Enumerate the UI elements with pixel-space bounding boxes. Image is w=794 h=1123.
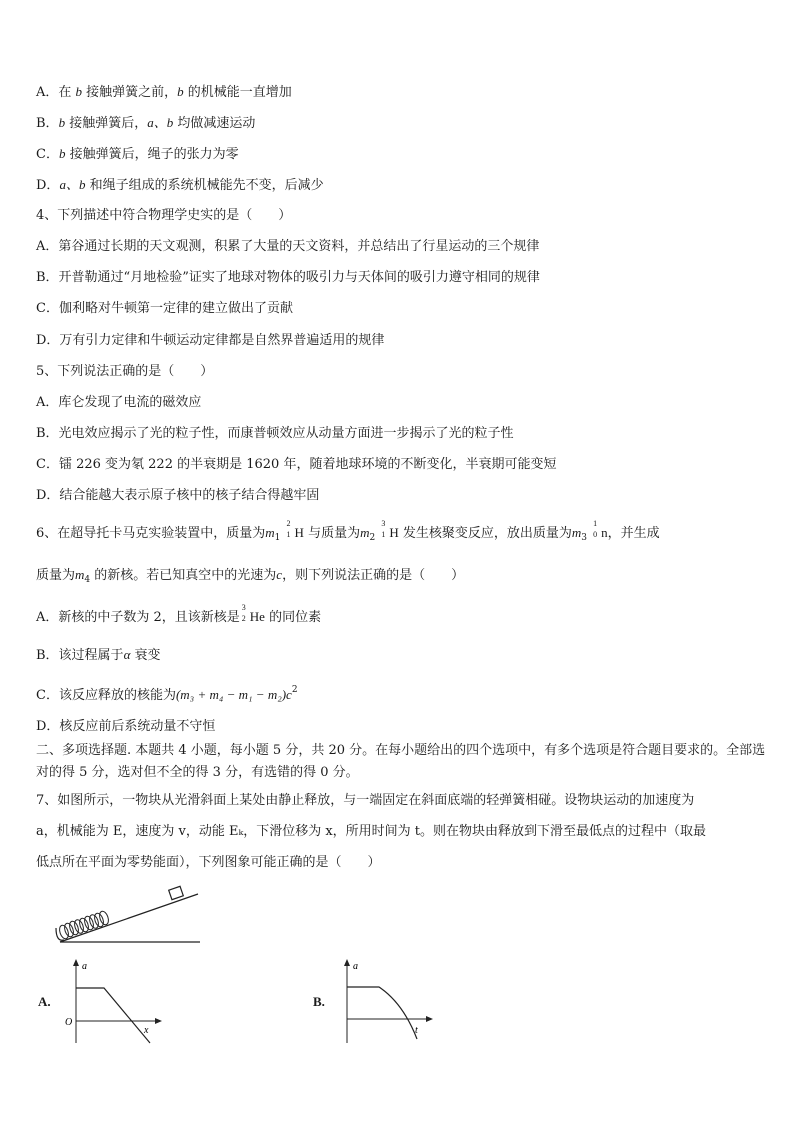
q6-stem-line1: 6、在超导托卡马克实验装置中，质量为$m_1$ 2 1 H 与质量为$m_2$ 3 1 H 发生核聚变反应，放出质量为$m_3$ 1 0 n，并生成: [36, 519, 660, 543]
q3-option-b: B．b 接触弹簧后，a、b 均做减速运动: [36, 115, 256, 131]
graph-b-label: B.: [313, 994, 325, 1009]
q5-option-d: D．结合能越大表示原子核中的核子结合得越牢固: [36, 488, 320, 503]
section2-instructions: 二、多项选择题. 本题共 4 小题，每小题 5 分，共 20 分。在每小题给出的四个选项中，有多个选项是符合题目要求的。全部选对的得 5 分，选对但不全的得 3 分，有选错的得 0 分。: [36, 743, 766, 780]
q5-option-a: A．库仑发现了电流的磁效应: [36, 395, 202, 410]
incline-spring-figure: [50, 880, 220, 950]
q6-option-d: D．核反应前后系统动量不守恒: [36, 719, 216, 734]
q7-stem-line2: a，机械能为 E，速度为 v，动能 Eₖ，下滑位移为 x，所用时间为 t。则在物块由释放到下滑至最低点的过程中（取最: [36, 824, 707, 839]
q5-option-c: C．镭 226 变为氡 222 的半衰期是 1620 年，随着地球环境的不断变化，半衰期可能变短: [36, 457, 557, 472]
helium-nuclide: 3 2 He: [241, 603, 265, 624]
q3-option-c: C．b 接触弹簧后，绳子的张力为零: [36, 146, 239, 162]
tritium-nuclide: 3 1 H: [381, 519, 399, 540]
q4-option-b: B．开普勒通过“月地检验”证实了地球对物体的吸引力与天体间的吸引力遵守相同的规律: [36, 270, 540, 285]
q5-option-b: B．光电效应揭示了光的粒子性，而康普顿效应从动量方面进一步揭示了光的粒子性: [36, 426, 514, 441]
q6-stem-line2: 质量为$m_4$ 的新核。若已知真空中的光速为c，则下列说法正确的是（ ）: [36, 567, 465, 585]
graph-b-x-label: t: [415, 1025, 418, 1036]
q4-stem: 4、下列描述中符合物理学史实的是（ ）: [36, 208, 292, 223]
graph-a-x-label: x: [144, 1025, 149, 1036]
neutron-nuclide: 1 0 n: [593, 519, 608, 540]
q3-option-d: D．a、b 和绳子组成的系统机械能先不变，后减少: [36, 177, 324, 193]
q6-option-a: A．新核的中子数为 2，且该新核是 3 2 He 的同位素: [36, 603, 322, 625]
graph-b: [333, 955, 443, 1045]
q4-option-a: A．第谷通过长期的天文观测，积累了大量的天文资料，并总结出了行星运动的三个规律: [36, 239, 540, 254]
graph-a-label: A.: [38, 994, 51, 1009]
q7-stem-line1: 7、如图所示，一物块从光滑斜面上某处由静止释放，与一端固定在斜面底端的轻弹簧相碰。设物块运动的加速度为: [36, 793, 695, 808]
q4-option-c: C．伽利略对牛顿第一定律的建立做出了贡献: [36, 301, 293, 316]
graph-a: [62, 955, 172, 1045]
q5-stem: 5、下列说法正确的是（ ）: [36, 364, 214, 379]
graph-a-y-label: a: [82, 961, 87, 972]
q4-option-d: D．万有引力定律和牛顿运动定律都是自然界普遍适用的规律: [36, 333, 385, 348]
q3-option-a: A．在 b 接触弹簧之前，b 的机械能一直增加: [36, 84, 292, 100]
graph-b-y-label: a: [353, 961, 358, 972]
graph-a-origin: O: [65, 1017, 73, 1028]
q6-option-c: C．该反应释放的核能为$(m_3 + m_4 - m_1 - m_2)c^2$: [36, 685, 298, 703]
q6-option-b: B．该过程属于α 衰变: [36, 647, 161, 663]
q7-stem-line3: 低点所在平面为零势能面），下列图象可能正确的是（ ）: [36, 855, 381, 870]
deuterium-nuclide: 2 1 H: [286, 519, 304, 540]
